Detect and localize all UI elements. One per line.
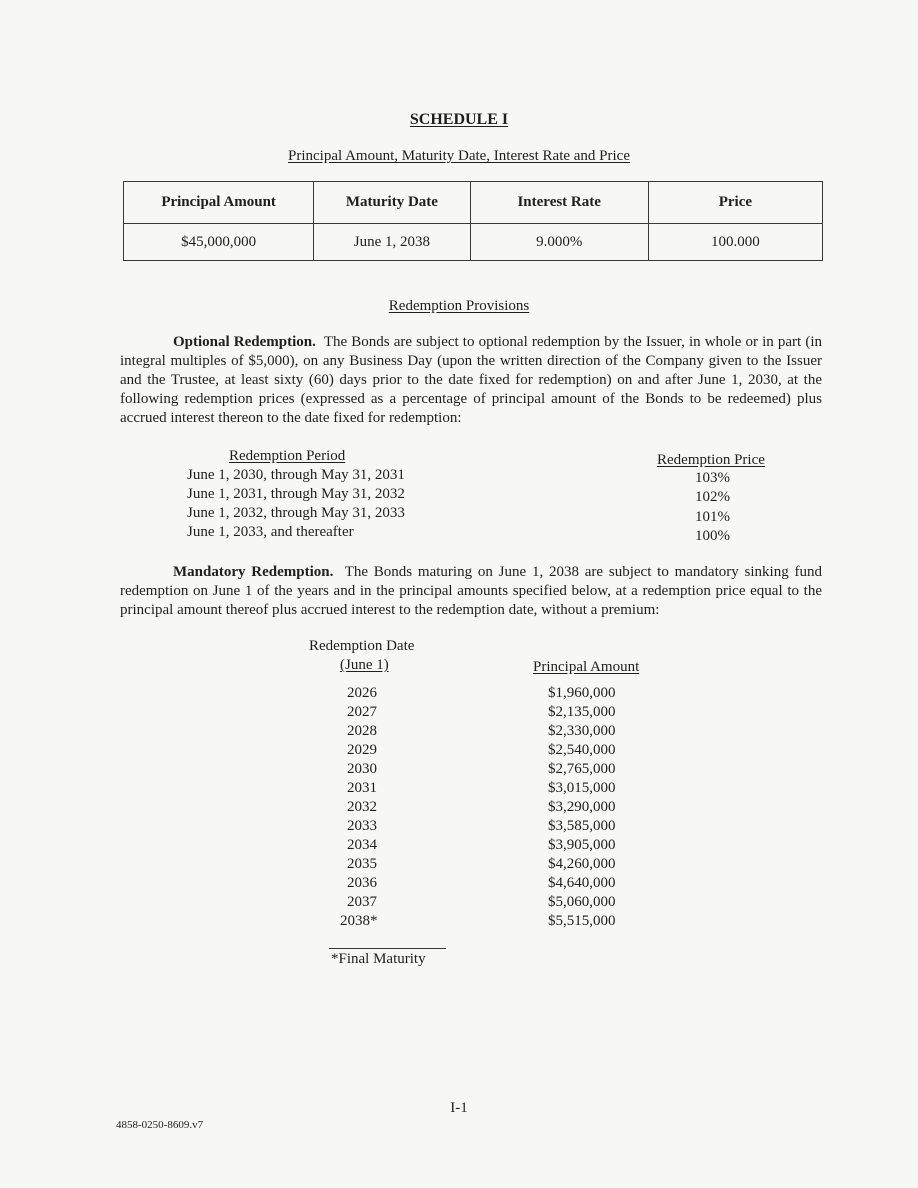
schedule-year: 2028 [347, 723, 377, 739]
page-number: I-1 [450, 1100, 468, 1116]
period-row [187, 504, 787, 523]
redemption-date-subheader: (June 1) [340, 657, 389, 673]
schedule-row [300, 855, 700, 874]
redemption-price-header: Redemption Price [657, 452, 765, 468]
schedule-amount: $5,515,000 [548, 913, 616, 929]
schedule-year: 2036 [347, 875, 377, 891]
schedule-year: 2035 [347, 856, 377, 872]
schedule-row [300, 893, 700, 912]
optional-redemption-text: The Bonds are subject to optional redemption by the Issuer, in whole or in part (in integral multiples of $5,000), on any Business Day (upon the written direction of the Company given to the Issuer and the Trustee, at least sixty (60) days prior to the date fixed for redemption) on and after June 1, 2030, at the following redemption prices (expressed as a percentage of principal amount of the Bonds to be redeemed) plus accrued interest thereon to the date fixed for redemption: [120, 334, 822, 426]
schedule-amount: $2,135,000 [548, 704, 616, 720]
schedule-row [300, 779, 700, 798]
redemption-period-header: Redemption Period [229, 448, 346, 464]
period-row [187, 466, 787, 485]
period-label: June 1, 2033, and thereafter [187, 524, 354, 540]
schedule-year: 2030 [347, 761, 377, 777]
mandatory-redemption-lead: Mandatory Redemption. [173, 564, 334, 580]
schedule-amount: $5,060,000 [548, 894, 616, 910]
period-row [187, 485, 787, 504]
schedule-subtitle: Principal Amount, Maturity Date, Interest Rate and Price [288, 148, 630, 164]
cell-interest-rate: 9.000% [470, 224, 648, 261]
period-label: June 1, 2032, through May 31, 2033 [187, 505, 405, 521]
schedule-row [300, 874, 700, 893]
mandatory-redemption-paragraph [120, 563, 822, 620]
schedule-row [300, 703, 700, 722]
schedule-amount: $3,290,000 [548, 799, 616, 815]
schedule-year: 2034 [347, 837, 377, 853]
optional-redemption-paragraph [120, 333, 822, 428]
schedule-year: 2032 [347, 799, 377, 815]
schedule-year: 2037 [347, 894, 377, 910]
schedule-amount: $3,585,000 [548, 818, 616, 834]
schedule-row [300, 722, 700, 741]
schedule-year: 2029 [347, 742, 377, 758]
cell-maturity-date: June 1, 2038 [314, 224, 470, 261]
header-price: Price [648, 182, 822, 224]
schedule-year: 2026 [347, 685, 377, 701]
schedule-row [300, 817, 700, 836]
period-price: 101% [695, 509, 730, 525]
schedule-amount: $4,260,000 [548, 856, 616, 872]
schedule-row [300, 836, 700, 855]
terms-table [123, 181, 823, 261]
schedule-year: 2038* [340, 913, 378, 929]
schedule-amount: $2,765,000 [548, 761, 616, 777]
period-price: 102% [695, 489, 730, 505]
header-interest-rate: Interest Rate [470, 182, 648, 224]
schedule-year: 2033 [347, 818, 377, 834]
terms-header-row [124, 182, 823, 224]
final-maturity-footnote: *Final Maturity [331, 951, 426, 967]
schedule-year: 2031 [347, 780, 377, 796]
period-price: 100% [695, 528, 730, 544]
redemption-date-header: Redemption Date [309, 638, 415, 654]
mandatory-redemption-text: The Bonds maturing on June 1, 2038 are subject to mandatory sinking fund redemption on June 1 of the years and in the principal amounts specified below, at a redemption price equal to the principal amount thereof plus accrued interest to the redemption date, without a premium: [120, 564, 823, 618]
period-price: 103% [695, 470, 730, 486]
period-label: June 1, 2031, through May 31, 2032 [187, 486, 405, 502]
header-maturity-date: Maturity Date [314, 182, 470, 224]
footnote-divider [329, 948, 446, 949]
period-row [187, 523, 787, 542]
principal-amount-header: Principal Amount [533, 659, 640, 675]
schedule-amount: $3,015,000 [548, 780, 616, 796]
schedule-amount: $1,960,000 [548, 685, 616, 701]
document-id: 4858-0250-8609.v7 [116, 1119, 204, 1131]
schedule-year: 2027 [347, 704, 377, 720]
schedule-row [300, 760, 700, 779]
schedule-amount: $4,640,000 [548, 875, 616, 891]
schedule-title: SCHEDULE I [409, 111, 509, 128]
period-label: June 1, 2030, through May 31, 2031 [187, 467, 405, 483]
schedule-amount: $2,540,000 [548, 742, 616, 758]
cell-principal-amount: $45,000,000 [124, 224, 314, 261]
schedule-row [300, 741, 700, 760]
schedule-amount: $2,330,000 [548, 723, 616, 739]
schedule-row [300, 684, 700, 703]
cell-price: 100.000 [648, 224, 822, 261]
terms-data-row [124, 224, 823, 261]
schedule-amount: $3,905,000 [548, 837, 616, 853]
schedule-row [300, 912, 700, 931]
optional-redemption-lead: Optional Redemption. [173, 334, 316, 350]
schedule-row [300, 798, 700, 817]
redemption-provisions-heading: Redemption Provisions [388, 298, 530, 314]
header-principal-amount: Principal Amount [124, 182, 314, 224]
